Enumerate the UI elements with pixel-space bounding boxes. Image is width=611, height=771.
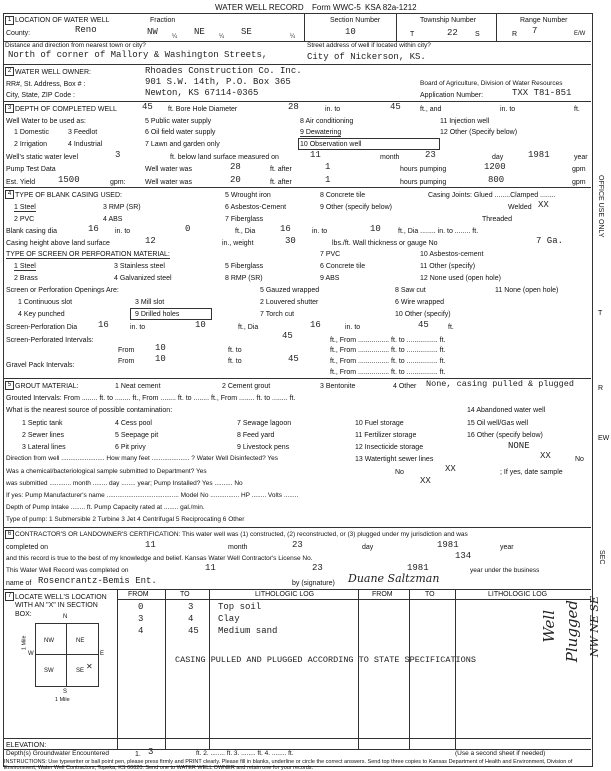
office-use-label: OFFICE USE ONLY — [597, 175, 604, 238]
section-label: Section Number — [330, 17, 381, 24]
license-number: 134 — [455, 551, 472, 561]
fraction-q3: ¼ — [290, 34, 296, 40]
log-row-desc: Top soil — [218, 602, 262, 612]
owner-city: Newton, KS 67114-0365 — [145, 88, 259, 98]
elevation-label: ELEVATION: — [6, 742, 47, 749]
fraction-q2: ¼ — [219, 34, 225, 40]
range-value: 7 — [532, 26, 538, 36]
street-value: City of Nickerson, KS. — [307, 52, 426, 62]
range-label: Range Number — [520, 17, 568, 24]
ksa-number: KSA 82a-1212 — [365, 3, 417, 12]
wall-gauge: 7 Ga. — [536, 236, 564, 246]
township-value: 22 — [447, 28, 458, 38]
estimated-yield: 1500 — [58, 175, 80, 185]
mile-vertical: 1 Mile — [21, 635, 28, 651]
log-row-desc: Clay — [218, 614, 240, 624]
log-header-to: TO — [180, 591, 190, 598]
distance-value: North of corner of Mallory & Washington Streets, — [8, 50, 268, 60]
casing-height: 12 — [145, 236, 156, 246]
grout-other: None, casing pulled & plugged — [426, 379, 574, 389]
static-level: 3 — [115, 150, 121, 160]
location-label: LOCATION OF WATER WELL — [15, 17, 110, 24]
form-number: Form WWC-5 — [312, 3, 361, 12]
handwritten-quarter: NW NE SE — [588, 596, 601, 658]
business-name: Rosencrantz-Bemis Ent. — [38, 576, 157, 586]
quad-se: SE — [76, 668, 85, 674]
casing-weight: 30 — [285, 236, 296, 246]
blank-casing-dia: 16 — [88, 224, 99, 234]
contractor-signature: Duane Saltzman — [348, 572, 440, 585]
township-label: Township Number — [420, 17, 477, 24]
log-header-lith: LITHOLOGIC LOG — [255, 591, 315, 598]
fraction-label: Fraction — [150, 17, 176, 24]
county-value: Reno — [75, 25, 97, 35]
section-1-marker: 1 — [5, 16, 14, 25]
fraction-q1: ¼ — [172, 34, 178, 40]
owner-label: WATER WELL OWNER: — [15, 69, 91, 76]
quad-sw: SW — [44, 668, 54, 674]
locate-label: LOCATE WELL'S LOCATION WITH AN "X" IN SECTION BOX: — [15, 594, 107, 618]
well-x-mark: ✕ — [86, 663, 93, 672]
log-row-to: 3 — [188, 602, 194, 612]
quad-nw: NW — [44, 638, 54, 644]
depth-value: 45 — [142, 102, 153, 112]
bore-diameter: 28 — [288, 102, 299, 112]
fraction-1: NW — [147, 27, 158, 37]
log-row-from: 4 — [138, 626, 144, 636]
log-row-desc: Medium sand — [218, 626, 278, 636]
log-row-to: 45 — [188, 626, 199, 636]
fraction-2: NE — [194, 27, 205, 37]
owner-name: Rhoades Construction Co. Inc. — [145, 66, 302, 76]
section-box[interactable] — [35, 623, 99, 687]
section-value: 10 — [345, 27, 356, 37]
handwritten-plugged: Plugged — [563, 600, 581, 663]
application-number: TXX T81-851 — [512, 88, 572, 98]
handwritten-well: Well — [540, 610, 558, 643]
quad-ne: NE — [76, 638, 85, 644]
plug-note: CASING PULLED AND PLUGGED ACCORDING TO STATE SPECIFICATIONS — [175, 655, 476, 665]
owner-address: 901 S.W. 14th, P.O. Box 365 — [145, 77, 291, 87]
contamination-none: NONE — [508, 441, 530, 451]
log-row-from: 3 — [138, 614, 144, 624]
groundwater-depth: 3 — [148, 747, 154, 757]
instructions: INSTRUCTIONS: Use typewriter or ball point pen, please press firmly and PRINT clearly. Please fill in blanks, underline or circle the correct answers. Send top three copies to Kansas Department of Health and Environment, Division of Environment, Water Well Contractors, Topeka, KS 66620. Send one to WATER WELL OWNER and retain one for your records. — [4, 759, 573, 771]
county-label: County: — [6, 30, 31, 37]
bore-depth: 45 — [390, 102, 401, 112]
log-row-to: 4 — [188, 614, 194, 624]
fraction-3: SE — [241, 27, 252, 37]
use-dewatering: 9 Dewatering — [300, 129, 342, 136]
mile-horizontal: 1 Mile — [55, 697, 70, 703]
log-header-from: FROM — [128, 591, 149, 598]
form-title: WATER WELL RECORD — [215, 3, 304, 12]
log-row-from: 0 — [138, 602, 144, 612]
